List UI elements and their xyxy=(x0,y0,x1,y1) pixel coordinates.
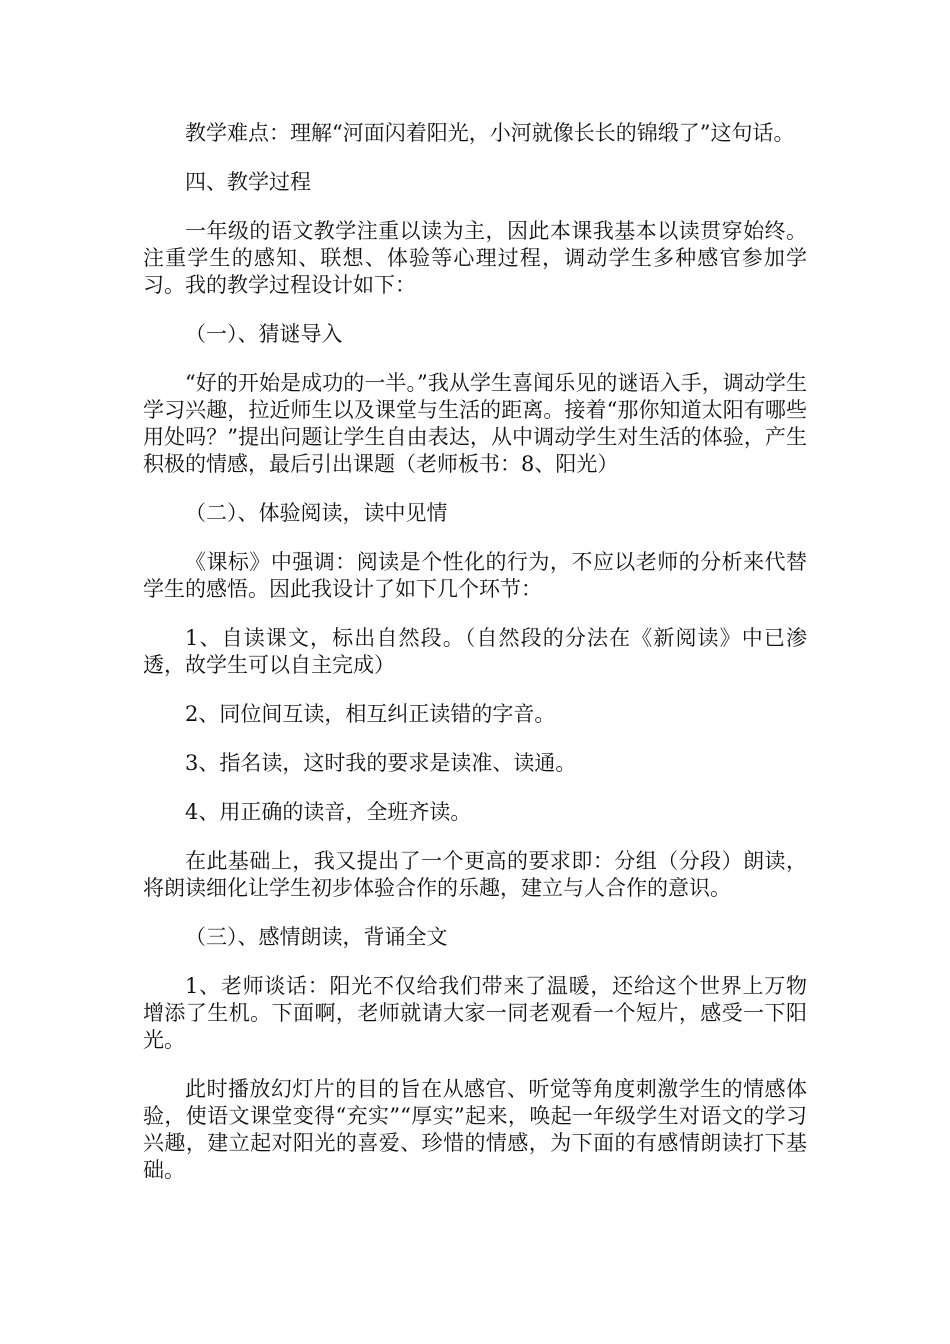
heading-teaching-process: 四、教学过程 xyxy=(185,170,311,194)
list-item-named-reading: 3、指名读，这时我的要求是读准、读通。 xyxy=(185,751,577,775)
paragraph-group-reading: 在此基础上，我又提出了一个更高的要求即：分组（分段）朗读，将朗读细化让学生初步体验合作的乐趣，建立与人合作的意识。 xyxy=(143,849,807,900)
document-page xyxy=(143,120,807,1206)
paragraph-curriculum: 《课标》中强调：阅读是个性化的行为，不应以老师的分析来代替学生的感悟。因此我设计了如下几个环节： xyxy=(143,550,807,601)
paragraph-teaching-difficulty: 教学难点：理解“河面闪着阳光，小河就像长长的锦缎了”这句话。 xyxy=(185,121,795,145)
list-item-self-reading: 1、自读课文，标出自然段。（自然段的分法在《新阅读》中已渗透，故学生可以自主完成） xyxy=(143,626,807,677)
heading-experience-reading: （二）、体验阅读，读中见情 xyxy=(185,501,448,525)
heading-emotional-reading: （三）、感情朗读，背诵全文 xyxy=(185,925,448,949)
list-item-peer-reading: 2、同位间互读，相互纠正读错的字音。 xyxy=(185,702,556,726)
list-item-class-reading: 4、用正确的读音，全班齐读。 xyxy=(185,800,472,824)
list-item-teacher-talk: 1、老师谈话：阳光不仅给我们带来了温暖，还给这个世界上万物增添了生机。下面啊，老师就请大家一同老观看一个短片，感受一下阳光。 xyxy=(143,974,807,1052)
paragraph-riddle: “好的开始是成功的一半。”我从学生喜闻乐见的谜语入手，调动学生学习兴趣，拉近师生以及课堂与生活的距离。接着“那你知道太阳有哪些用处吗？”提出问题让学生自由表达，从中调动学生对生活的体验，产生积极的情感，最后引出课题（老师板书：8、阳光） xyxy=(143,371,807,476)
heading-riddle-intro: （一）、猜谜导入 xyxy=(185,322,343,346)
paragraph-slideshow: 此时播放幻灯片的目的旨在从感官、听觉等角度刺激学生的情感体验，使语文课堂变得“充实”“厚实”起来，唤起一年级学生对语文的学习兴趣，建立起对阳光的喜爱、珍惜的情感，为下面的有感情朗读打下基础。 xyxy=(143,1077,807,1182)
paragraph-process-intro: 一年级的语文教学注重以读为主，因此本课我基本以读贯穿始终。注重学生的感知、联想、体验等心理过程，调动学生多种感官参加学习。我的教学过程设计如下： xyxy=(143,219,807,297)
